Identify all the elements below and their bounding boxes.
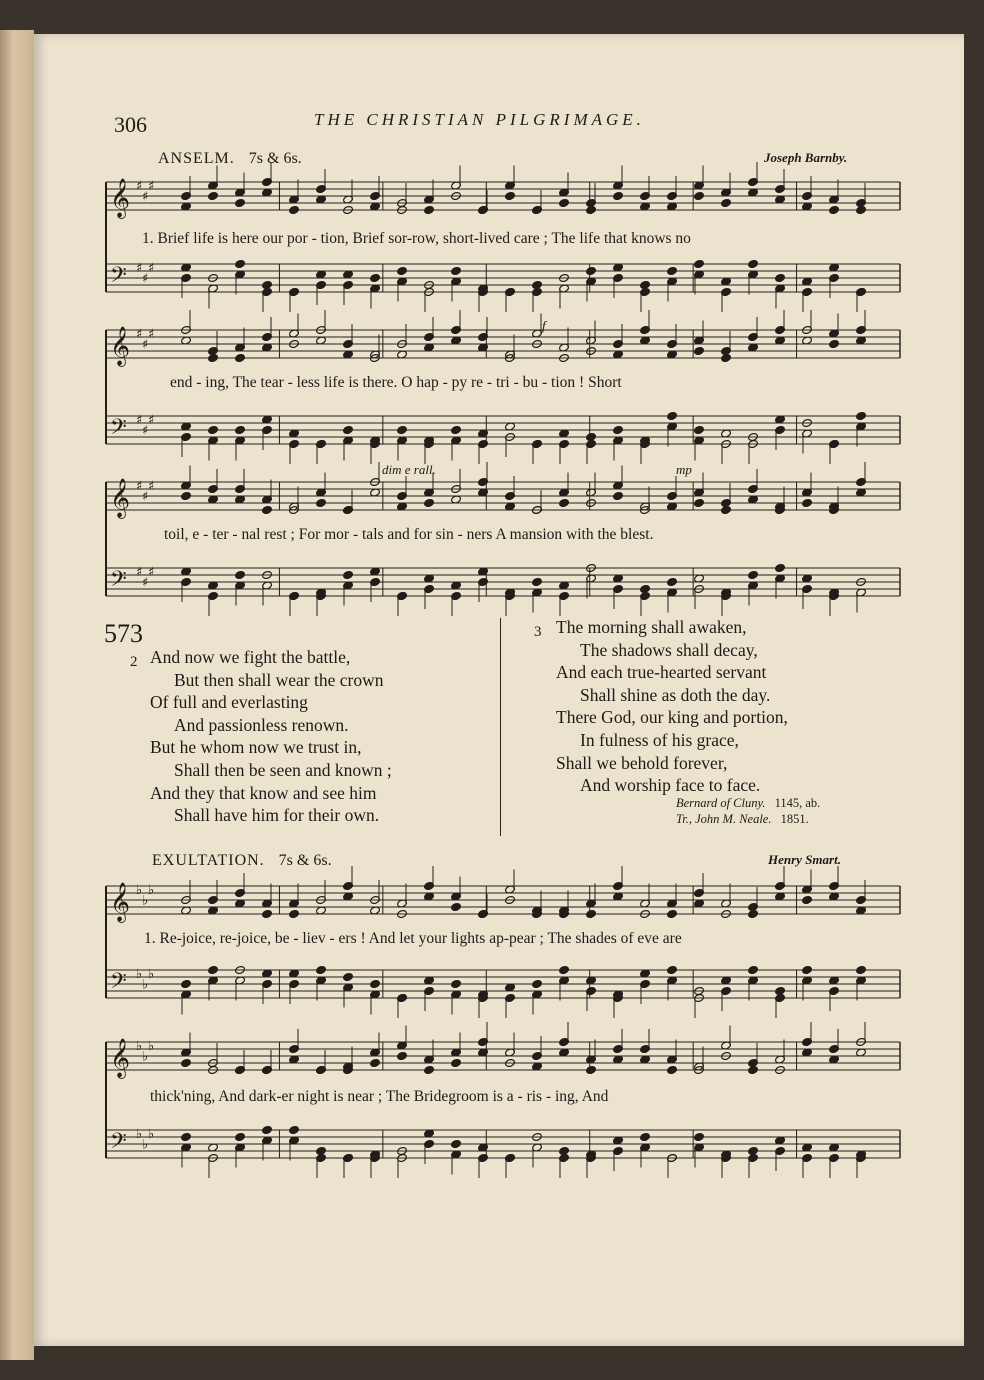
verse3-number: 3 [534,624,542,640]
tune1-name: ANSELM. [158,150,235,167]
svg-text:𝄞: 𝄞 [110,882,131,922]
verse2-line: Of full and everlasting [150,692,308,713]
svg-text:♯: ♯ [142,271,149,287]
svg-text:♭: ♭ [136,1039,143,1054]
svg-text:♯: ♯ [142,575,149,591]
hymnal-page [34,34,964,1346]
credit-author-date: 1145, ab. [774,796,821,810]
credit-author-name: Bernard of Cluny. [676,796,766,810]
verse3-line: And worship face to face. [580,775,761,796]
verse3-line: There God, our king and portion, [556,707,788,728]
tune1-lyric-line-1: 1. Brief life is here our por - tion, Brief sor-row, short-lived care ; The life that knows no [142,230,691,247]
column-divider [500,618,501,836]
verse2-line: Shall then be seen and known ; [174,759,392,780]
svg-text:♯: ♯ [136,413,143,428]
hymn-number: 573 [104,619,143,648]
verse3-line: The morning shall awaken, [556,617,747,637]
tune1-composer: Joseph Barnby. [764,150,848,165]
svg-text:♯: ♯ [142,423,149,439]
svg-text:♭: ♭ [136,1127,143,1142]
tune1-dynamic-mp: mp [676,462,692,477]
verse2-line: Shall have him for their own. [174,805,380,826]
verse3 [556,616,788,797]
tune1-lyric-line-3: toil, e - ter - nal rest ; For mor - tals and for sin - ners A mansion with the blest. [164,526,654,543]
verse3-line: The shadows shall decay, [580,639,758,660]
verse3-line: Shall we behold forever, [556,752,728,773]
svg-text:♯: ♯ [148,565,155,580]
tune2-name: EXULTATION. [152,852,265,869]
svg-text:♯: ♯ [148,479,155,494]
svg-text:♯: ♯ [136,479,143,494]
svg-text:𝄞: 𝄞 [110,178,131,218]
svg-text:♭: ♭ [142,1137,149,1153]
tune2-lyric-line-2: thick'ning, And dark-er night is near ; The Bridegroom is a - ris - ing, And [150,1088,609,1105]
svg-text:𝄞: 𝄞 [110,478,131,518]
svg-text:𝄢: 𝄢 [110,969,127,999]
verse3-line: Shall shine as doth the day. [580,684,771,705]
svg-text:♯: ♯ [142,189,149,205]
svg-text:♯: ♯ [136,565,143,580]
verse2-line: But he whom now we trust in, [150,737,362,758]
svg-text:♯: ♯ [148,179,155,194]
verse2 [150,646,392,827]
svg-text:♯: ♯ [136,327,143,342]
credit-translator-date: 1851. [780,812,809,826]
verse2-line: And they that know and see him [150,782,377,803]
credit-translator-name: Tr., John M. Neale. [676,812,772,826]
svg-text:♯: ♯ [136,179,143,194]
svg-text:♭: ♭ [142,893,149,909]
tune1-dynamic-dim: dim e rall. [382,462,436,477]
tune2-meter: 7s & 6s. [278,852,332,869]
page-number: 306 [114,112,147,137]
svg-text:𝄢: 𝄢 [110,567,127,597]
svg-text:𝄢: 𝄢 [110,415,127,445]
svg-text:♯: ♯ [142,489,149,505]
verse3-line: And each true-hearted servant [556,662,767,683]
svg-text:𝄢: 𝄢 [110,263,127,293]
verse2-number: 2 [130,654,138,670]
tune2-title [152,852,332,870]
svg-text:𝄞: 𝄞 [110,1038,131,1078]
svg-text:♭: ♭ [136,967,143,982]
verse2-line: But then shall wear the crown [174,669,384,690]
svg-text:♯: ♯ [148,413,155,428]
svg-text:𝄢: 𝄢 [110,1129,127,1159]
credit-translator [676,812,809,827]
verse3-line: In fulness of his grace, [580,729,739,750]
tune2-composer: Henry Smart. [768,852,841,867]
svg-text:♯: ♯ [136,261,143,276]
verse2-line: And now we fight the battle, [150,647,351,667]
svg-text:𝄞: 𝄞 [110,326,131,366]
svg-text:♭: ♭ [148,967,155,982]
running-head: THE CHRISTIAN PILGRIMAGE. [314,110,645,129]
credit-author [676,796,820,811]
svg-text:♯: ♯ [142,337,149,353]
svg-text:♭: ♭ [142,977,149,993]
svg-text:♭: ♭ [136,883,143,898]
tune1-lyric-line-2: end - ing, The tear - less life is there. O hap - py re - tri - bu - tion ! Short [170,374,622,391]
tune1-dynamic-forte: f [542,318,546,333]
svg-text:♯: ♯ [148,261,155,276]
svg-text:♭: ♭ [142,1049,149,1065]
svg-text:♭: ♭ [148,1039,155,1054]
tune2-lyric-line-1: 1. Re-joice, re-joice, be - liev - ers ! And let your lights ap-pear ; The shades of eve are [144,930,682,947]
svg-text:♭: ♭ [148,1127,155,1142]
book-spine [0,30,34,1360]
tune1-meter: 7s & 6s. [248,150,302,167]
verse2-line: And passionless renown. [174,714,349,735]
svg-text:♭: ♭ [148,883,155,898]
svg-text:♯: ♯ [148,327,155,342]
